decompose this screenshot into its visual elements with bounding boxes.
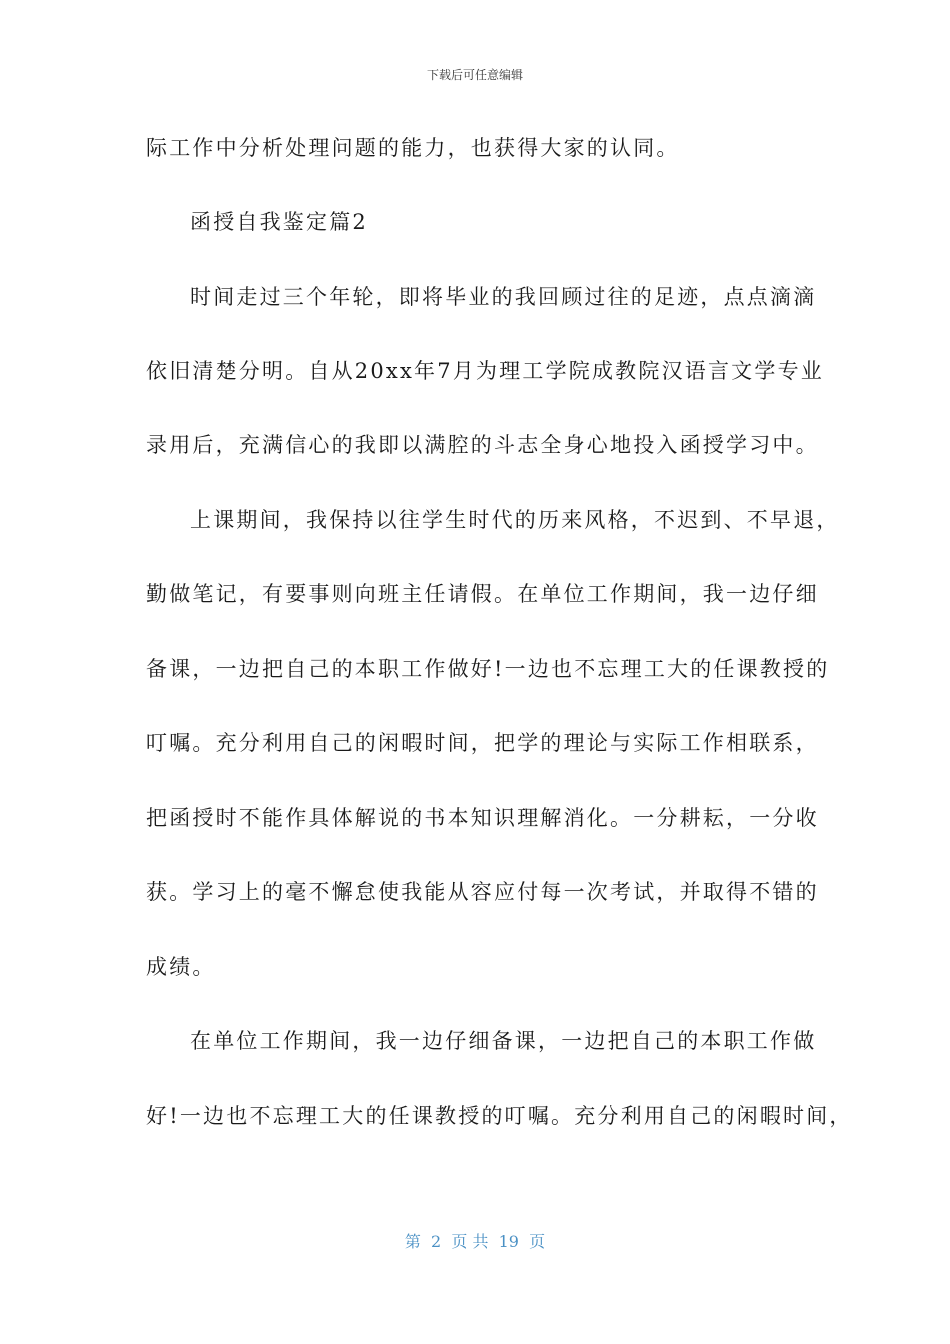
body-line: 把函授时不能作具体解说的书本知识理解消化。一分耕耘，一分收 <box>146 806 819 830</box>
page-header: 下载后可任意编辑 <box>426 68 523 82</box>
body-line: 好!一边也不忘理工大的任课教授的叮嘱。充分利用自己的闲暇时间， <box>146 1104 853 1128</box>
body-line: 时间走过三个年轮，即将毕业的我回顾过往的足迹，点点滴滴 <box>190 285 817 309</box>
body-line: 叮嘱。充分利用自己的闲暇时间，把学的理论与实际工作相联系， <box>146 731 819 755</box>
body-line: 录用后，充满信心的我即以满腔的斗志全身心地投入函授学习中。 <box>146 433 819 457</box>
body-line: 勤做笔记，有要事则向班主任请假。在单位工作期间，我一边仔细 <box>146 582 819 606</box>
body-line: 备课，一边把自己的本职工作做好!一边也不忘理工大的任课教授的 <box>146 657 830 681</box>
body-line: 在单位工作期间，我一边仔细备课，一边把自己的本职工作做 <box>190 1029 817 1053</box>
body-line: 依旧清楚分明。自从20xx年7月为理工学院成教院汉语言文学专业 <box>146 359 824 383</box>
body-line: 获。学习上的毫不懈怠使我能从容应付每一次考试，并取得不错的 <box>146 880 819 904</box>
body-line: 上课期间，我保持以往学生时代的历来风格，不迟到、不早退， <box>190 508 840 532</box>
body-line: 成绩。 <box>146 955 216 979</box>
page-number-footer: 第 2 页 共 19 页 <box>404 1232 546 1251</box>
body-line: 际工作中分析处理问题的能力，也获得大家的认同。 <box>146 136 680 160</box>
section-heading: 函授自我鉴定篇2 <box>190 210 368 234</box>
